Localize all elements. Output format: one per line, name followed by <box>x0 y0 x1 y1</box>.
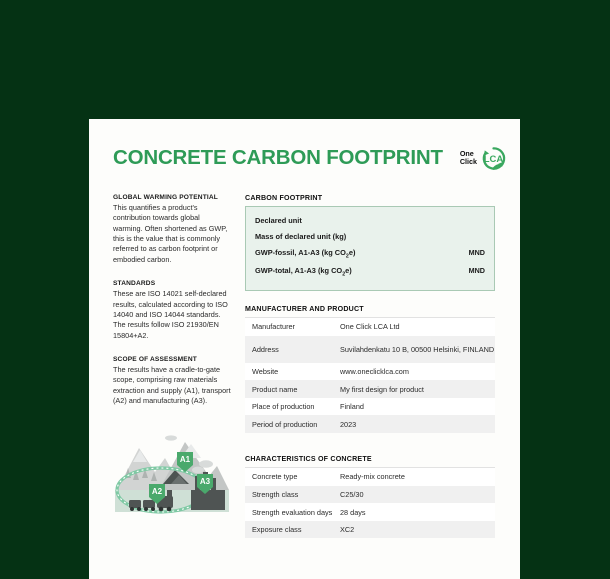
characteristics-heading: CHARACTERISTICS OF CONCRETE <box>245 455 372 464</box>
row-key: Strength evaluation days <box>252 507 333 517</box>
sidebar-block-gwp <box>113 194 231 265</box>
svg-text:LCA: LCA <box>483 153 504 165</box>
content-columns <box>113 194 520 541</box>
sidebar-column <box>113 194 231 541</box>
row-key: Exposure class <box>252 525 302 535</box>
table-row <box>245 503 495 521</box>
sidebar-text-scope: The results have a cradle-to-gate scope, comprising raw materials extraction and supply (A1), transport (A2) and manufacturing (A3). <box>113 364 231 406</box>
sidebar-text-standards: These are ISO 14021 self-declared results, calculated according to ISO 14040 and ISO 14044 standards. The results follow ISO 21930/EN 15804+A2. <box>113 289 228 340</box>
one-click-lca-logo <box>460 145 507 172</box>
carbon-footprint-label: Mass of declared unit (kg) <box>255 232 347 242</box>
carbon-footprint-row <box>255 229 485 245</box>
carbon-footprint-section <box>245 194 520 291</box>
manufacturer-table <box>245 317 495 433</box>
table-row <box>245 486 495 504</box>
logo-wordmark <box>460 150 477 166</box>
sidebar-block-standards <box>113 280 231 341</box>
row-key: Product name <box>252 384 298 394</box>
bottom-cut-heading <box>113 534 231 541</box>
carbon-footprint-heading: CARBON FOOTPRINT <box>245 194 323 202</box>
carbon-footprint-box <box>245 206 495 291</box>
svg-text:A2: A2 <box>151 487 163 497</box>
table-row <box>245 363 495 381</box>
row-value: Finland <box>340 402 364 412</box>
row-value: My first design for product <box>340 384 424 394</box>
carbon-footprint-label: GWP-fossil, A1-A3 (kg $CO_2e$) <box>255 247 356 260</box>
sidebar-text-gwp: This quantifies a product's contribution towards global warming. Often shortened as GWP, this is the value that is commonly referred to as carbon footprint or embodied carbon. <box>113 203 228 264</box>
carbon-footprint-label: GWP-total, A1-A3 (kg $CO_2e$) <box>255 266 352 278</box>
page-content <box>113 138 520 541</box>
lifecycle-stages-illustration <box>113 428 231 524</box>
row-key: Strength class <box>252 489 299 499</box>
manufacturer-section <box>245 305 520 433</box>
logo-line-one: One <box>459 148 474 158</box>
svg-text:A1: A1 <box>179 455 191 465</box>
table-row <box>245 380 495 398</box>
row-key: Concrete type <box>252 472 298 482</box>
carbon-footprint-row <box>255 213 485 229</box>
row-value: One Click LCA Ltd <box>340 322 400 332</box>
sidebar-heading-standards: STANDARDS <box>113 280 156 288</box>
row-value: Suvilahdenkatu 10 B, 00500 Helsinki, FINLAND <box>340 344 495 354</box>
manufacturer-heading: MANUFACTURER AND PRODUCT <box>245 305 364 314</box>
row-value: XC2 <box>340 525 355 535</box>
document-page <box>89 119 520 579</box>
main-column <box>245 194 520 541</box>
carbon-footprint-row <box>255 245 485 263</box>
table-row <box>245 398 495 416</box>
table-row <box>245 415 495 433</box>
sidebar-heading-scope: SCOPE OF ASSESSMENT <box>113 355 197 363</box>
carbon-footprint-value: MND <box>468 247 485 257</box>
carbon-footprint-label: Declared unit <box>255 216 302 226</box>
page-title: CONCRETE CARBON FOOTPRINT <box>113 146 443 169</box>
row-value: 2023 <box>340 419 357 429</box>
row-key: Place of production <box>252 402 315 412</box>
table-row <box>245 318 495 336</box>
characteristics-section <box>245 455 520 538</box>
row-key: Manufacturer <box>252 322 295 332</box>
sidebar-block-scope <box>113 356 231 406</box>
carbon-footprint-value: MND <box>468 266 485 276</box>
lca-circle-icon <box>480 145 507 172</box>
row-value: 28 days <box>340 507 366 517</box>
table-row <box>245 336 495 363</box>
characteristics-table <box>245 467 495 538</box>
table-row <box>245 468 495 486</box>
table-row <box>245 521 495 539</box>
row-key: Website <box>252 366 279 376</box>
carbon-footprint-row <box>255 263 485 281</box>
row-value: Ready-mix concrete <box>340 472 405 482</box>
row-key: Address <box>252 344 279 354</box>
document-header <box>113 138 520 178</box>
sidebar-heading-gwp: GLOBAL WARMING POTENTIAL <box>113 194 218 201</box>
row-value: www.oneclicklca.com <box>340 366 409 376</box>
row-key: Period of production <box>252 419 318 429</box>
logo-line-click: Click <box>459 157 477 166</box>
svg-text:A3: A3 <box>199 477 211 487</box>
row-value: C25/30 <box>340 489 364 499</box>
